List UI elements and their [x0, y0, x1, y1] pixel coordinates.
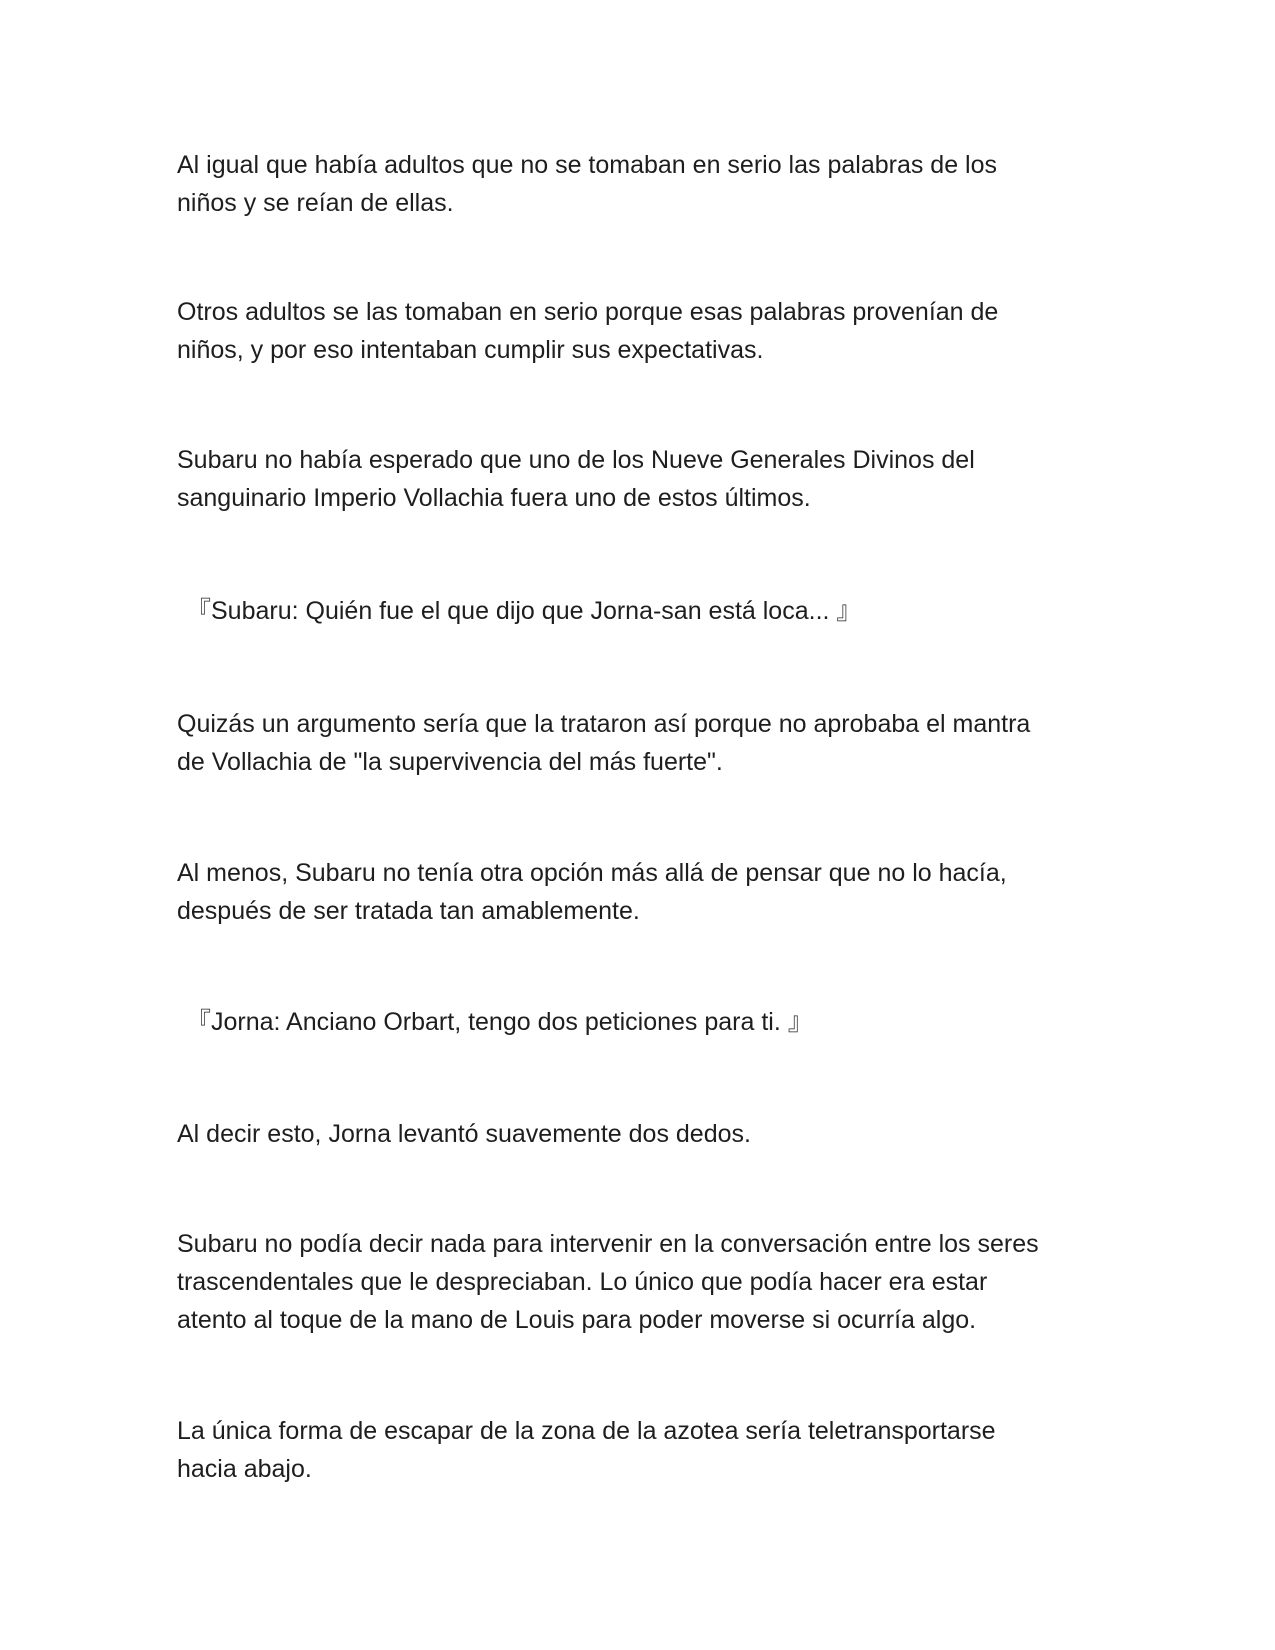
dialogue-line: 『Jorna: Anciano Orbart, tengo dos peticiones para ti. 』 [186, 1008, 813, 1036]
dialogue-subaru [186, 592, 1126, 630]
paragraph-line: niños y se reían de ellas. [177, 189, 454, 217]
paragraph-line: La única forma de escapar de la zona de la azotea sería teletransportarse [177, 1417, 996, 1445]
paragraph-line: Quizás un argumento sería que la trataron así porque no aprobaba el mantra [177, 710, 1031, 738]
paragraph-2 [177, 293, 1117, 369]
dialogue-jorna [186, 1003, 1126, 1041]
paragraph-line: después de ser tratada tan amablemente. [177, 897, 640, 925]
paragraph-10 [177, 1412, 1117, 1488]
paragraph-line: hacia abajo. [177, 1455, 312, 1483]
paragraph-8 [177, 1115, 1117, 1153]
paragraph-line: niños, y por eso intentaban cumplir sus expectativas. [177, 336, 764, 364]
paragraph-line: de Vollachia de "la supervivencia del más fuerte". [177, 748, 723, 776]
paragraph-3 [177, 441, 1117, 517]
paragraph-line: sanguinario Imperio Vollachia fuera uno de estos últimos. [177, 484, 811, 512]
paragraph-line: Al menos, Subaru no tenía otra opción más allá de pensar que no lo hacía, [177, 859, 1007, 887]
paragraph-line: trascendentales que le despreciaban. Lo único que podía hacer era estar [177, 1268, 988, 1296]
paragraph-6 [177, 854, 1117, 930]
paragraph-line: Al decir esto, Jorna levantó suavemente dos dedos. [177, 1120, 751, 1148]
paragraph-line: Al igual que había adultos que no se tomaban en serio las palabras de los [177, 151, 998, 179]
paragraph-1 [177, 146, 1117, 222]
dialogue-line: 『Subaru: Quién fue el que dijo que Jorna-san está loca... 』 [186, 597, 862, 625]
paragraph-line: Subaru no podía decir nada para intervenir en la conversación entre los seres [177, 1230, 1039, 1258]
paragraph-line: atento al toque de la mano de Louis para poder moverse si ocurría algo. [177, 1306, 977, 1334]
paragraph-5 [177, 705, 1117, 781]
paragraph-9 [177, 1225, 1117, 1339]
paragraph-line: Subaru no había esperado que uno de los Nueve Generales Divinos del [177, 446, 975, 474]
paragraph-line: Otros adultos se las tomaban en serio porque esas palabras provenían de [177, 298, 999, 326]
